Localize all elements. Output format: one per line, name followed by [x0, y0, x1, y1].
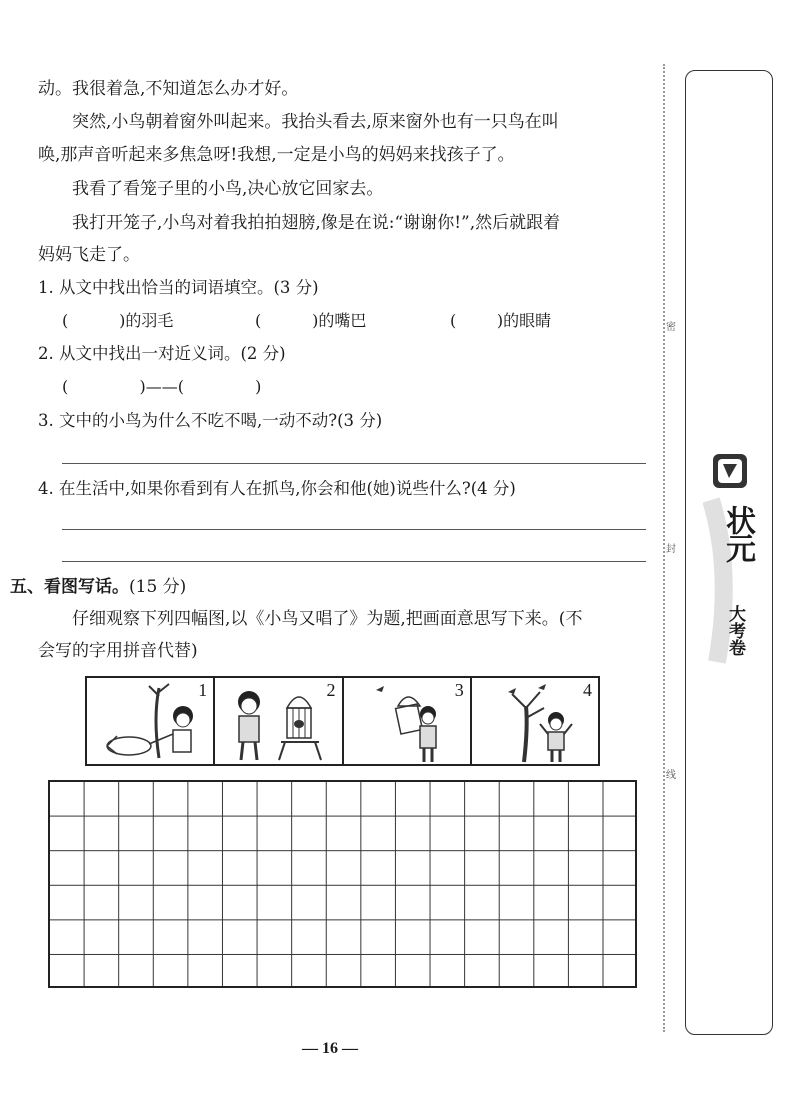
q1-blank-2[interactable]: ( )的嘴巴	[255, 311, 367, 330]
section-5-title-text: 五、看图写话。	[10, 577, 129, 597]
page-number: — 16 —	[302, 1040, 358, 1057]
passage-line-2: 突然,小鸟朝着窗外叫起来。我抬头看去,原来窗外也有一只鸟在叫	[72, 112, 559, 132]
question-4: 4. 在生活中,如果你看到有人在抓鸟,你会和他(她)说些什么?(4 分)	[38, 479, 516, 498]
section-5-title	[10, 572, 186, 597]
section-5-instruction-2: 会写的字用拼音代替)	[38, 641, 198, 661]
passage-line-1: 动。我很着急,不知道怎么办才好。	[38, 79, 299, 99]
panel-number-3: 3	[454, 680, 464, 700]
passage-line-4: 我看了看笼子里的小鸟,决心放它回家去。	[72, 179, 384, 199]
picture-panel-3	[344, 678, 472, 764]
question-3: 3. 文中的小鸟为什么不吃不喝,一动不动?(3 分)	[38, 411, 383, 430]
margin-label-seal: 密	[666, 322, 676, 333]
panel-number-1: 1	[198, 680, 208, 700]
boy-with-net-illustration	[87, 678, 213, 764]
q1-blank-3[interactable]: ( )的眼睛	[450, 311, 552, 330]
question-2: 2. 从文中找出一对近义词。(2 分)	[38, 344, 286, 363]
picture-panel-2	[215, 678, 343, 764]
q3-answer-line[interactable]	[62, 463, 646, 464]
brand-subtitle: 大考卷	[725, 605, 745, 656]
question-1: 1. 从文中找出恰当的词语填空。(3 分)	[38, 278, 319, 297]
passage-line-5: 我打开笼子,小鸟对着我拍拍翅膀,像是在说:“谢谢你!”,然后就跟着	[72, 213, 561, 233]
brand-name: 状元	[720, 505, 755, 561]
passage-line-6: 妈妈飞走了。	[38, 245, 140, 265]
panel-number-2: 2	[326, 680, 336, 700]
picture-panel-1	[87, 678, 215, 764]
panel-number-4: 4	[583, 680, 592, 700]
q4-answer-line-2[interactable]	[62, 561, 646, 562]
q4-answer-line-1[interactable]	[62, 529, 646, 530]
birds-in-tree-illustration	[472, 678, 598, 764]
binding-line	[663, 64, 665, 1032]
picture-strip	[85, 676, 600, 766]
boy-opening-cage-illustration	[344, 678, 470, 764]
margin-label-line: 线	[666, 770, 676, 781]
q2-blank[interactable]: ( )——( )	[62, 377, 262, 396]
section-5-score: (15 分)	[129, 577, 187, 597]
picture-panel-4	[472, 678, 598, 764]
margin-label-envelope: 封	[666, 544, 676, 555]
writing-grid[interactable]	[48, 780, 637, 988]
q1-blank-1[interactable]: ( )的羽毛	[62, 311, 174, 330]
section-5-instruction-1: 仔细观察下列四幅图,以《小鸟又唱了》为题,把画面意思写下来。(不	[72, 609, 583, 629]
boy-with-birdcage-illustration	[215, 678, 341, 764]
passage-line-3: 唤,那声音听起来多焦急呀!我想,一定是小鸟的妈妈来找孩子了。	[38, 145, 515, 165]
